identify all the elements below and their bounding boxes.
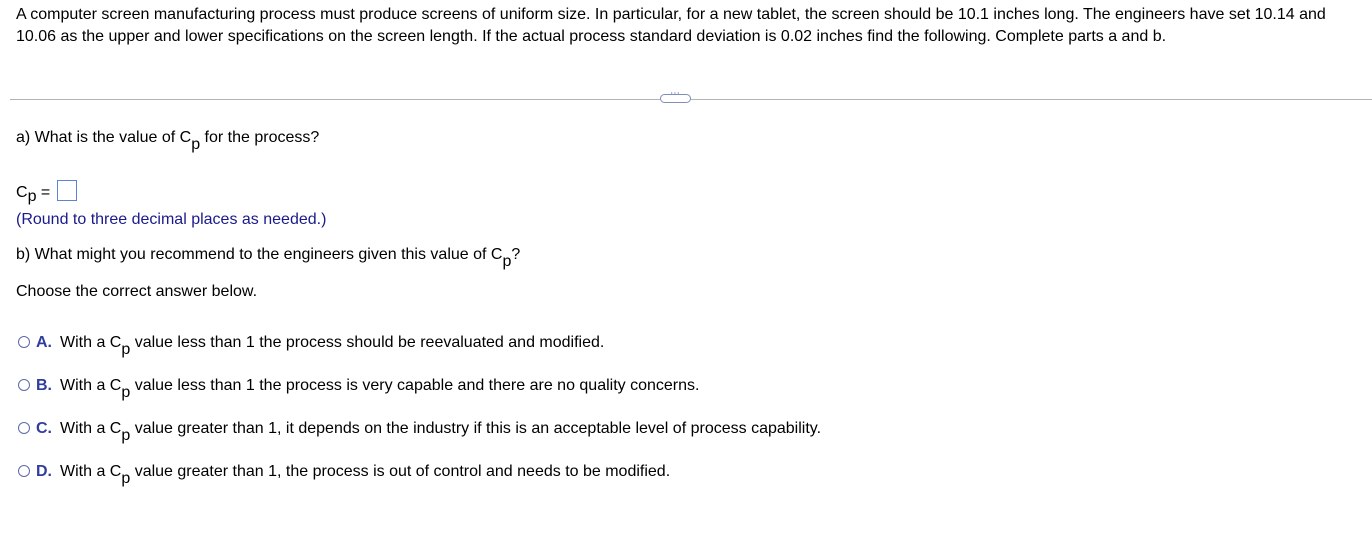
option-d-letter: D. — [36, 463, 52, 480]
option-b[interactable] — [18, 376, 700, 401]
part-b-instruction: Choose the correct answer below. — [16, 283, 258, 300]
option-b-subscript: p — [121, 384, 131, 401]
expand-more-button[interactable] — [660, 88, 691, 103]
option-c-suffix: value greater than 1, it depends on the industry if this is an acceptable level of process capability. — [130, 420, 822, 437]
cp-answer-label-subscript: p — [27, 188, 37, 205]
option-b-letter: B. — [36, 377, 52, 394]
option-b-prefix: With a C — [60, 377, 122, 394]
option-a[interactable] — [18, 333, 605, 358]
part-a-question-prefix: a) What is the value of C — [16, 129, 192, 146]
option-a-letter: A. — [36, 334, 52, 351]
cp-answer-label: C — [16, 184, 28, 201]
cp-answer-input[interactable] — [57, 180, 77, 201]
option-c-prefix: With a C — [60, 420, 122, 437]
option-d-radio[interactable] — [18, 465, 30, 477]
option-c-letter: C. — [36, 420, 52, 437]
option-b-radio[interactable] — [18, 379, 30, 391]
option-c[interactable] — [18, 419, 822, 444]
more-dots-icon: ⋯ — [670, 88, 681, 99]
cp-answer-row — [16, 180, 77, 203]
option-b-suffix: value less than 1 the process is very capable and there are no quality concerns. — [130, 377, 700, 394]
part-b-question — [16, 245, 521, 270]
option-a-subscript: p — [121, 341, 131, 358]
option-a-prefix: With a C — [60, 334, 122, 351]
option-d-suffix: value greater than 1, the process is out of control and needs to be modified. — [130, 463, 671, 480]
option-d-prefix: With a C — [60, 463, 122, 480]
part-a-question — [16, 128, 320, 153]
option-d-subscript: p — [121, 470, 131, 487]
cp-answer-equals: = — [36, 184, 51, 201]
option-c-subscript: p — [121, 427, 131, 444]
problem-statement: A computer screen manufacturing process must produce screens of uniform size. In particular, for a new tablet, the screen should be 10.1 inches long. The engineers have set 10.14 and 10.06 as the upper and lower specifications on the screen length. If the actual process standard deviation is 0.02 inches find the following. Complete parts a and b. — [16, 6, 1326, 45]
option-a-radio[interactable] — [18, 336, 30, 348]
section-divider — [10, 99, 1372, 100]
part-b-question-subscript: p — [502, 253, 512, 270]
part-a-question-subscript: p — [191, 136, 201, 153]
part-a-question-suffix: for the process? — [200, 129, 320, 146]
option-a-suffix: value less than 1 the process should be reevaluated and modified. — [130, 334, 605, 351]
part-b-question-prefix: b) What might you recommend to the engineers given this value of C — [16, 246, 503, 263]
part-b-question-suffix: ? — [511, 246, 521, 263]
option-c-radio[interactable] — [18, 422, 30, 434]
option-d[interactable] — [18, 462, 671, 487]
rounding-note: (Round to three decimal places as needed.) — [16, 211, 327, 228]
